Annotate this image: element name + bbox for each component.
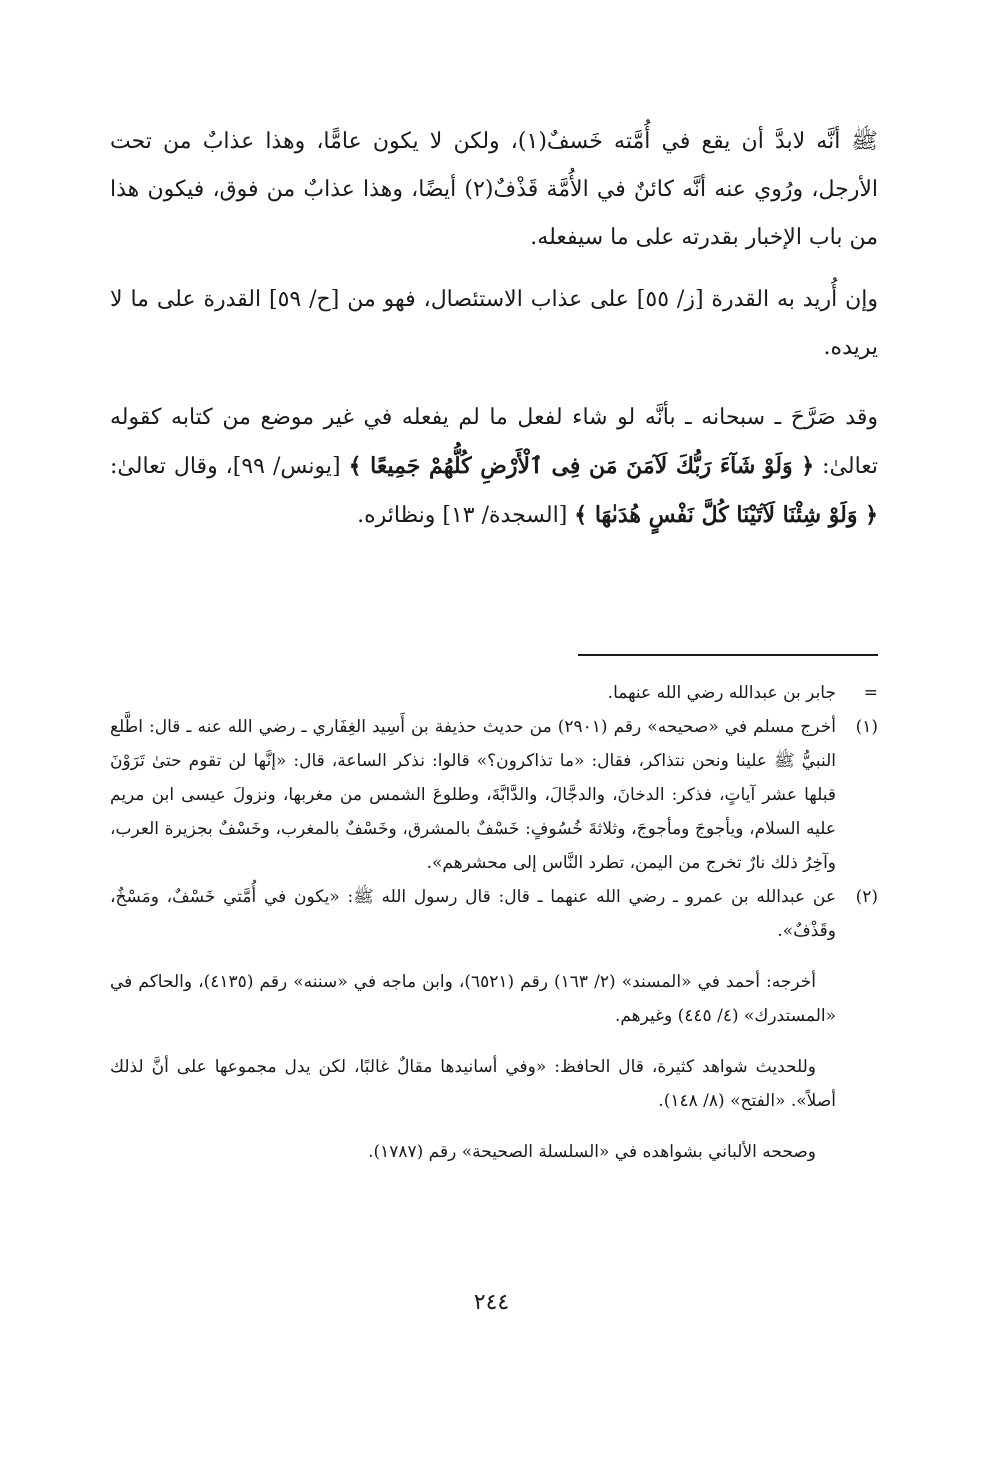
footnotes	[110, 676, 878, 1186]
paragraph-3	[110, 394, 878, 540]
footnote-2-grading: وصححه الألباني بشواهده في «السلسلة الصحيحة» رقم (١٧٨٧).	[368, 1142, 816, 1162]
paragraph-2: وإن أُريد به القدرة [ز/ ٥٥] على عذاب الاستئصال، فهو من [ح/ ٥٩] القدرة على ما لا يريده.	[110, 287, 878, 360]
footnote-continued-text: جابر بن عبدالله رضي الله عنهما.	[607, 683, 836, 703]
page-number: ٢٤٤	[473, 1290, 510, 1315]
paragraph-3-text-c: [السجدة/ ١٣] ونظائره.	[357, 503, 575, 528]
quran-verse-2: ﴿ وَلَوْ شِئْنَا لَآتَيْنَا كُلَّ نَفْسٍ هُدَىٰهَا ﴾	[574, 502, 878, 528]
footnote-2	[110, 880, 878, 948]
footnote-2-text: عن عبدالله بن عمرو ـ رضي الله عنهما ـ قال: قال رسول الله ﷺ: «يكون في أُمَّتي خَسْفٌ، ومَسْخٌ، وقَذْفٌ».	[110, 887, 836, 941]
main-text	[110, 118, 878, 540]
quran-verse-1: ﴿ وَلَوْ شَآءَ رَبُّكَ لَآمَنَ مَن فِى ٱلْأَرْضِ كُلُّهُمْ جَمِيعًا ﴾	[348, 453, 815, 479]
footnote-1-mark: (١)	[855, 717, 878, 737]
paragraph-3-text-b: [يونس/ ٩٩]، وقال تعالىٰ:	[110, 454, 349, 479]
footnote-1	[110, 710, 878, 880]
footnote-separator	[578, 654, 878, 656]
footnote-2-mark: (٢)	[855, 887, 878, 907]
footnote-continued-mark: =	[863, 683, 878, 703]
paragraph-3-text-a: وقد صَرَّحَ ـ سبحانه ـ بأنَّه لو شاء لفعل ما لم يفعله في غير موضع من كتابه كقوله تعالىٰ:	[110, 405, 879, 479]
footnote-2-witnesses: وللحديث شواهد كثيرة، قال الحافظ: «وفي أسانيدها مقالٌ غالبًا، لكن يدل مجموعها على أنَّ لذلك أصلاً». «الفتح» (٨/ ١٤٨).	[110, 1057, 836, 1111]
footnote-continued	[110, 676, 878, 710]
paragraph-1: ﷺ أنَّه لابدَّ أن يقع في أُمَّته خَسفٌ(١)، ولكن لا يكون عامًّا، وهذا عذابٌ من تحت الأرجل، ورُوي عنه أنَّه كائنٌ في الأُمَّة قَذْفٌ(٢) أيضًا، وهذا عذابٌ من فوق، فيكون هذا من باب الإخبار بقدرته على ما سيفعله.	[110, 129, 879, 250]
footnote-2-sources: أخرجه: أحمد في «المسند» (٢/ ١٦٣) رقم (٦٥٢١)، وابن ماجه في «سننه» رقم (٤١٣٥)، والحاكم في «المستدرك» (٤/ ٤٤٥) وغيرهم.	[110, 972, 836, 1026]
footnote-separator-wrap	[110, 654, 878, 656]
footnote-1-text: أخرج مسلم في «صحيحه» رقم (٢٩٠١) من حديث حذيفة بن أَسِيد الغِفَاري ـ رضي الله عنه ـ قال: اطَّلع النبيُّ ﷺ علينا ونحن نتذاكر، فقال: «ما تذاكرون؟» قالوا: نذكر الساعة، قال: «إنَّها لن تقوم حتىٰ تَرَوْنَ قبلها عشر آياتٍ، فذكر: الدخانَ، والدجَّالَ، والدَّابَّةَ، وطلوعَ الشمس من مغربها، ونزولَ عيسى ابن مريم عليه السلام، ويأجوجَ ومأجوجَ، وثلاثةَ خُسُوفٍ: خَسْفٌ بالمشرق، وخَسْفٌ بالمغرب، وخَسْفٌ بجزيرة العرب، وآخِرُ ذلك نارٌ تخرج من اليمن، تطرد النَّاس إلى محشرهم».	[110, 717, 836, 873]
